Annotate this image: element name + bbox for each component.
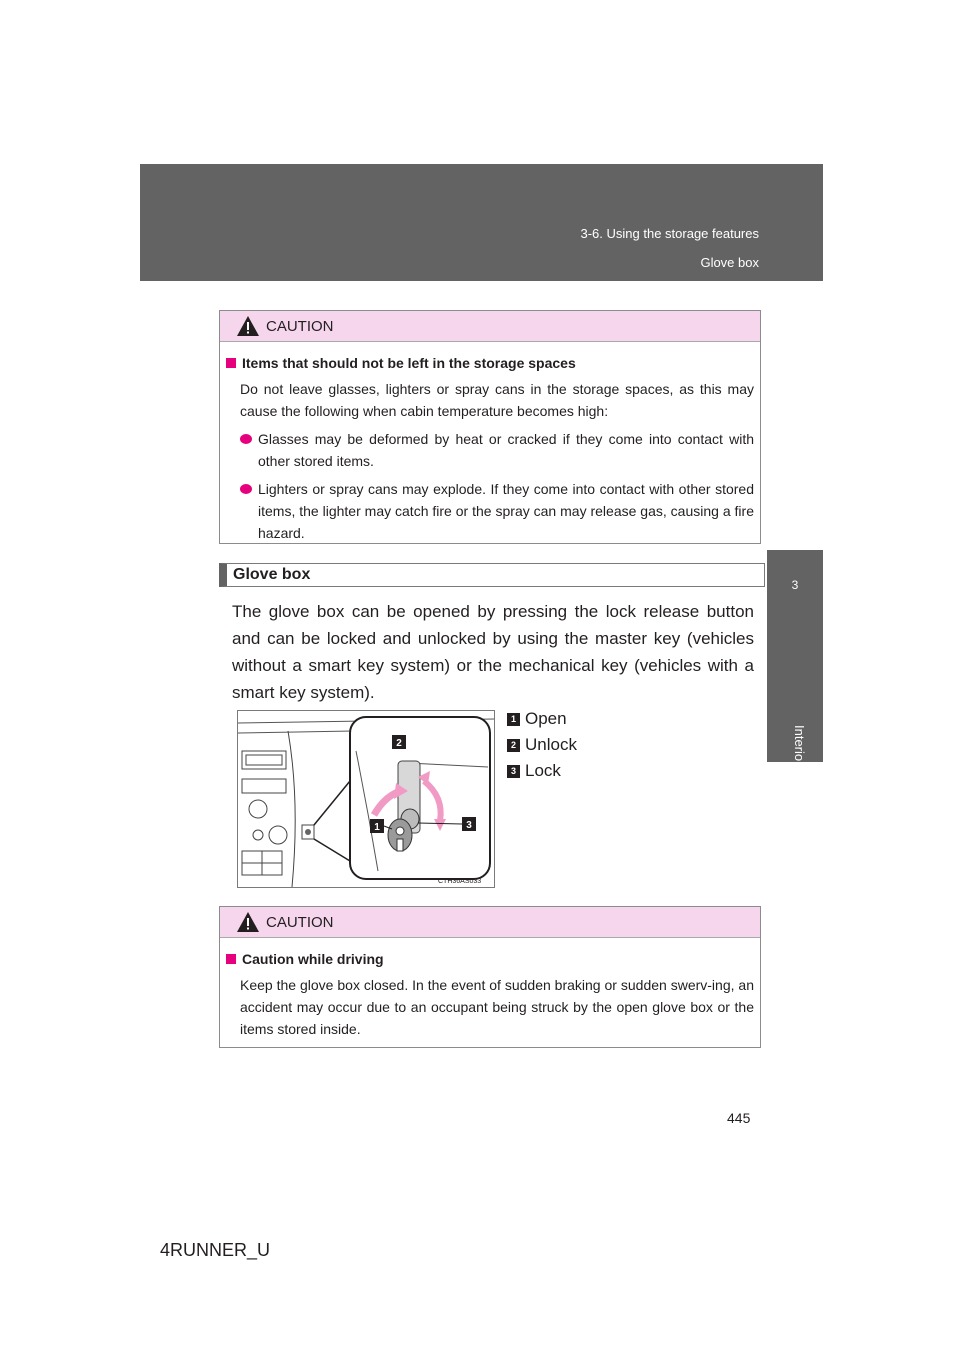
legend-label: Open [525,709,567,728]
header-bar [140,164,823,281]
section-title: 3-6. Using the storage features [580,226,759,241]
legend-label: Lock [525,761,561,780]
legend-number-badge: 2 [507,739,520,752]
caution-subheading [226,352,754,374]
legend-item [507,732,577,758]
caution-title: CAUTION [266,317,334,335]
chapter-tab [767,550,823,817]
warning-triangle-icon [236,911,260,933]
callout-label: 2 [396,738,402,749]
caution-paragraph: Keep the glove box closed. In the event of sudden braking or sudden swerv-ing, an accident may occur due to an occupant being struck by the open glove box or the items stored inside. [240,977,754,1037]
legend-number-badge: 1 [507,713,520,726]
chapter-number: 3 [791,578,799,592]
caution-bullet [226,428,754,472]
figure-code: CTH36AS033 [438,878,482,885]
figure-legend [507,706,577,784]
glove-box-description: The glove box can be opened by pressing the lock release button and can be locked and unlocked by using the master key (vehicles without a smart key system) or the mechanical key (vehicles with a smart key system). [232,602,754,702]
caution-bullet [226,478,754,544]
square-bullet-icon [226,954,236,964]
caution-subheading-text: Caution while driving [242,951,384,967]
caution-bullet-text: Lighters or spray cans may explode. If they come into contact with other stored items, the lighter may catch fire or the spray can may release gas, causing a fire hazard. [258,481,754,541]
caution-body [220,342,760,558]
caution-box-storage [219,310,761,544]
caution-header [220,311,760,342]
circle-bullet-icon [240,434,252,444]
caution-title: CAUTION [266,913,334,931]
page-number: 445 [727,1110,751,1126]
caution-box-driving [219,906,761,1048]
caution-header [220,907,760,938]
glove-box-illustration [237,710,495,888]
caution-body [220,938,760,1054]
caution-paragraph: Do not leave glasses, lighters or spray cans in the storage spaces, as this may cause the following when cabin temperature becomes high: [240,381,754,419]
section-heading-glove-box: Glove box [219,563,765,587]
legend-item [507,706,577,732]
legend-label: Unlock [525,735,577,754]
callout-label: 1 [374,822,380,833]
warning-triangle-icon [236,315,260,337]
subsection-title: Glove box [700,255,759,270]
chapter-label: Interior features [792,725,807,817]
caution-subheading [226,948,754,970]
footer-model-code: 4RUNNER_U [160,1240,271,1260]
legend-number-badge: 3 [507,765,520,778]
caution-bullet-text: Glasses may be deformed by heat or cracked if they come into contact with other stored items. [258,431,754,469]
caution-subheading-text: Items that should not be left in the storage spaces [242,355,576,371]
callout-label: 3 [466,820,472,831]
glove-box-lock-diagram [238,711,494,887]
circle-bullet-icon [240,484,252,494]
square-bullet-icon [226,358,236,368]
legend-item [507,758,577,784]
